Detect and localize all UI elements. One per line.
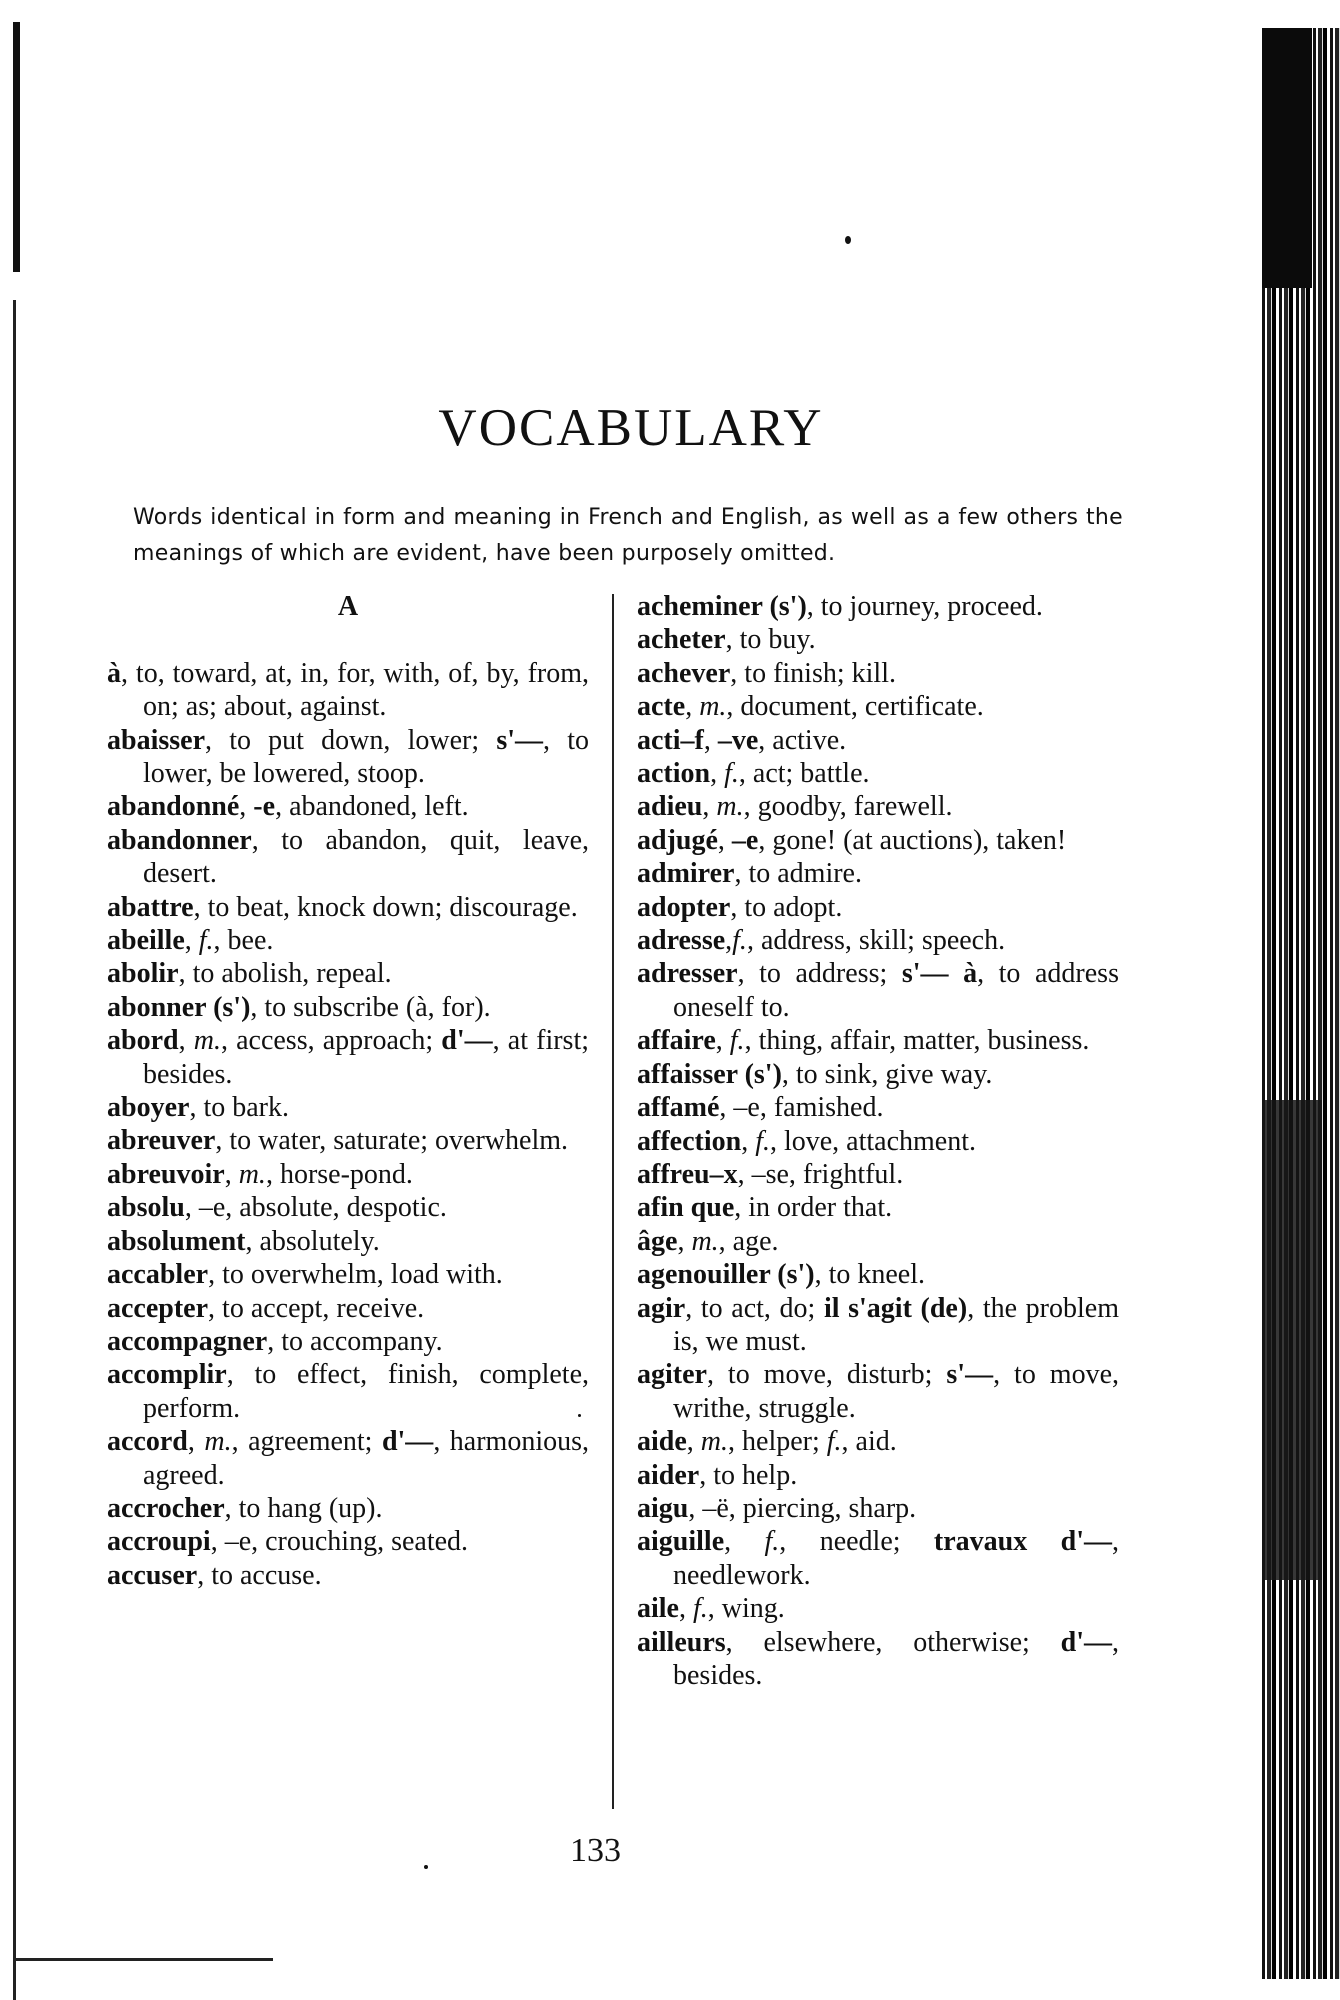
headword: abreuvoir: [107, 1158, 225, 1190]
definition-text: , to address;: [737, 958, 902, 990]
ink-speck: [845, 236, 851, 244]
vocab-entry: [107, 1191, 589, 1224]
vocab-entry: [637, 1459, 1119, 1492]
book-binding-dark-middle: [1262, 1100, 1322, 1580]
definition-text: , to admire.: [734, 858, 862, 890]
vocab-entry: [637, 924, 1119, 957]
vocab-entry: [637, 1358, 1119, 1425]
headword: absolument: [107, 1225, 246, 1257]
headword: affection: [637, 1125, 742, 1157]
headword: aboyer: [107, 1092, 190, 1124]
definition-text: , to move, writhe, struggle.: [673, 1359, 1119, 1424]
headword: -e: [253, 791, 276, 823]
definition-text: , agreement;: [231, 1426, 382, 1458]
vocab-entry: [107, 1225, 589, 1258]
headword: aiguille: [637, 1526, 725, 1558]
headword: accuser: [107, 1559, 198, 1591]
definition-text: , to adopt.: [730, 891, 843, 923]
headword: –e: [731, 824, 759, 856]
headword: agenouiller (s'): [637, 1259, 815, 1291]
vocab-entry: [637, 757, 1119, 790]
vocab-entry: [637, 824, 1119, 857]
headword: –ve: [717, 724, 759, 756]
definition-text: , goodby, farewell.: [743, 791, 953, 823]
definition-text: ,: [710, 758, 725, 790]
definition-text: , to water, saturate; overwhelm.: [215, 1125, 568, 1157]
headword: abord: [107, 1025, 179, 1057]
definition-text: ,: [685, 691, 700, 723]
headword: adieu: [637, 791, 703, 823]
definition-text: ,: [703, 724, 718, 756]
headword: agiter: [637, 1359, 707, 1391]
definition-text: , document, certificate.: [726, 691, 984, 723]
definition-text: , –e, famished.: [719, 1092, 884, 1124]
page-edge-bottom: [13, 1958, 273, 1961]
section-letter: A: [337, 591, 359, 622]
headword: aide: [637, 1426, 687, 1458]
headword: absolu: [107, 1192, 185, 1224]
definition-text: , active.: [758, 724, 847, 756]
headword: abandonné: [107, 791, 240, 823]
headword: affaire: [637, 1025, 716, 1057]
book-binding-dark-top: [1262, 28, 1312, 288]
definition-text: ,: [717, 824, 732, 856]
vocab-entry: [107, 724, 589, 791]
vocab-entry: [107, 1492, 589, 1525]
definition-text: , thing, affair, matter, business.: [744, 1025, 1090, 1057]
definition-text: , to accuse.: [197, 1559, 322, 1591]
vocab-entry: [637, 1292, 1119, 1359]
vocab-entry: [637, 1592, 1119, 1625]
headword: abandonner: [107, 824, 252, 856]
headword: acheter: [637, 624, 726, 656]
headword: accompagner: [107, 1325, 268, 1357]
definition-text: , to kneel.: [814, 1259, 926, 1291]
definition-text: ,: [677, 1225, 692, 1257]
headword: abreuver: [107, 1125, 216, 1157]
definition-text: , address, skill; speech.: [746, 925, 1006, 957]
headword: aile: [637, 1593, 679, 1625]
page-edge-left: [13, 300, 16, 2000]
gender-label: f.: [198, 925, 214, 957]
definition-text: , harmonious, agreed.: [143, 1426, 590, 1491]
vocab-entry: [107, 1358, 589, 1425]
headword: accrocher: [107, 1492, 225, 1524]
headword: afin que: [637, 1192, 735, 1224]
headword: achever: [637, 657, 731, 689]
vocab-entry: [107, 657, 589, 724]
vocab-entry: [637, 1125, 1119, 1158]
gender-label: f.: [693, 1593, 708, 1625]
definition-text: ,: [686, 1426, 701, 1458]
vocab-entry: [637, 1158, 1119, 1191]
definition-text: , to bark.: [189, 1092, 289, 1124]
definition-text: ,: [741, 1125, 756, 1157]
definition-text: , to hang (up).: [224, 1492, 383, 1524]
definition-text: , elsewhere, otherwise;: [725, 1626, 1061, 1658]
headword: s'—: [496, 724, 544, 756]
ink-speck: [424, 1865, 428, 1869]
gender-label: m.: [716, 791, 744, 823]
headword: il s'agit (de): [823, 1292, 968, 1324]
headword: d'—: [441, 1025, 493, 1057]
gender-label: f.: [732, 925, 747, 957]
left-column: [107, 590, 589, 1592]
vocab-entry: [637, 1225, 1119, 1258]
headword: adresse: [637, 925, 726, 957]
vocab-entry: [637, 1024, 1119, 1057]
page-edge-left-top: [13, 22, 20, 272]
definition-text: , age.: [718, 1225, 779, 1257]
headword: accepter: [107, 1292, 209, 1324]
gender-label: f.: [724, 758, 739, 790]
headword: aider: [637, 1459, 700, 1491]
definition-text: , to journey, proceed.: [806, 591, 1043, 622]
definition-text: ,: [184, 925, 199, 957]
definition-text: , to put down, lower;: [205, 724, 497, 756]
vocab-entry: [107, 824, 589, 891]
definition-text: , horse-pond.: [265, 1158, 413, 1190]
definition-text: ,: [239, 791, 254, 823]
definition-text: ,: [679, 1593, 693, 1625]
definition-text: , bee.: [213, 925, 274, 957]
right-column: [637, 590, 1119, 1692]
definition-text: ,: [724, 1526, 765, 1558]
definition-text: , needle;: [779, 1526, 934, 1558]
headword: aigu: [637, 1492, 689, 1524]
definition-text: , to subscribe (à, for).: [250, 991, 491, 1023]
headword: abaisser: [107, 724, 205, 756]
headword: acti–f: [637, 724, 704, 756]
gender-label: m.: [691, 1225, 719, 1257]
definition-text: , access, approach;: [220, 1025, 442, 1057]
vocab-entry: [107, 1525, 589, 1558]
vocab-entry: [107, 891, 589, 924]
vocab-entry: [637, 1191, 1119, 1224]
definition-text: , aid.: [841, 1426, 897, 1458]
gender-label: f.: [826, 1426, 842, 1458]
definition-text: ,: [702, 791, 717, 823]
vocab-entry: [637, 1525, 1119, 1592]
vocab-entry: [637, 657, 1119, 690]
definition-text: , to accept, receive.: [208, 1292, 425, 1324]
definition-text: , to finish; kill.: [730, 657, 896, 689]
headword: d'—: [1060, 1626, 1112, 1658]
gender-label: m.: [238, 1158, 266, 1190]
gender-label: m.: [699, 691, 727, 723]
gender-label: m.: [204, 1426, 232, 1458]
definition-text: , helper;: [728, 1426, 827, 1458]
headword: travaux d'—: [933, 1526, 1112, 1558]
definition-text: , act; battle.: [738, 758, 870, 790]
definition-text: , absolutely.: [245, 1225, 380, 1257]
vocab-entry: [107, 1091, 589, 1124]
headword: acheminer (s'): [637, 591, 807, 622]
definition-text: , to abandon, quit, leave, desert.: [143, 824, 589, 890]
vocab-entry: [637, 690, 1119, 723]
headword: adjugé: [637, 824, 718, 856]
headword: ailleurs: [637, 1626, 726, 1658]
definition-text: ,: [725, 925, 733, 957]
headword: adopter: [637, 891, 731, 923]
intro-note: Words identical in form and meaning in French and English, as well as a few others the meanings of which are evident, have been purposely omitted.: [133, 505, 1123, 566]
definition-text: , abandoned, left.: [275, 791, 469, 823]
definition-text: , at first; besides.: [143, 1025, 589, 1090]
gender-label: f.: [729, 1025, 745, 1057]
headword: acte: [637, 691, 686, 723]
definition-text: , –ë, piercing, sharp.: [688, 1492, 917, 1524]
gender-label: m.: [193, 1025, 221, 1057]
headword: accord: [107, 1426, 188, 1458]
gender-label: f.: [764, 1526, 780, 1558]
headword: âge: [637, 1225, 678, 1257]
left-entry-list: [107, 657, 589, 1592]
vocab-entry: [107, 1124, 589, 1157]
headword: affamé: [637, 1092, 720, 1124]
headword: s'—: [946, 1359, 994, 1391]
vocab-entry: [637, 1626, 1119, 1693]
definition-text: , the problem is, we must.: [673, 1292, 1119, 1357]
definition-text: ,: [178, 1025, 194, 1057]
vocab-entry: [637, 957, 1119, 1024]
headword: accroupi: [107, 1526, 211, 1558]
headword: action: [637, 758, 711, 790]
definition-text: , to, toward, at, in, for, with, of, by, from, on; as; about, against.: [121, 657, 589, 723]
vocab-entry: [107, 991, 589, 1024]
definition-text: , to beat, knock down; discourage.: [193, 891, 578, 923]
vocab-entry: [637, 1091, 1119, 1124]
headword: à: [107, 657, 121, 689]
definition-text: ,: [187, 1426, 205, 1458]
definition-text: , besides.: [673, 1626, 1119, 1691]
definition-text: , to sink, give way.: [781, 1058, 993, 1090]
definition-text: , to abolish, repeal.: [178, 958, 392, 990]
vocab-entry: [637, 1492, 1119, 1525]
headword: accomplir: [107, 1359, 227, 1391]
column-divider: [612, 594, 614, 1809]
definition-text: , to effect, finish, complete, perform.: [143, 1359, 589, 1424]
vocab-entry: [107, 790, 589, 823]
vocab-entry: [637, 891, 1119, 924]
definition-text: , to lower, be lowered, stoop.: [143, 724, 589, 790]
book-binding-shadow: [1262, 28, 1340, 1979]
definition-text: , –se, frightful.: [737, 1158, 904, 1190]
vocab-entry: [637, 623, 1119, 656]
definition-text: , to address oneself to.: [673, 958, 1119, 1023]
gender-label: f.: [755, 1125, 770, 1157]
vocab-entry: [637, 590, 1119, 623]
definition-text: , wing.: [707, 1593, 785, 1625]
page-title: VOCABULARY: [438, 399, 824, 457]
headword: adresser: [637, 958, 738, 990]
definition-text: , love, attachment.: [769, 1125, 977, 1157]
headword: agir: [637, 1292, 686, 1324]
definition-text: , –e, absolute, despotic.: [184, 1192, 447, 1224]
definition-text: ,: [224, 1158, 239, 1190]
headword: accabler: [107, 1259, 209, 1291]
vocab-entry: [637, 1425, 1119, 1458]
headword: admirer: [637, 858, 735, 890]
vocab-entry: [107, 1425, 589, 1492]
headword: abonner (s'): [107, 991, 251, 1023]
headword: s'— à: [901, 958, 978, 990]
headword: affaisser (s'): [637, 1058, 782, 1090]
definition-text: , to buy.: [725, 624, 816, 656]
vocab-entry: [107, 924, 589, 957]
vocab-entry: [637, 857, 1119, 890]
vocab-entry: [107, 1292, 589, 1325]
definition-text: , needlework.: [673, 1526, 1119, 1591]
headword: abeille: [107, 925, 185, 957]
headword: abolir: [107, 958, 179, 990]
definition-text: ,: [715, 1025, 730, 1057]
vocab-entry: [107, 1024, 589, 1091]
definition-text: , in order that.: [734, 1192, 893, 1224]
vocab-entry: [107, 1559, 589, 1592]
vocab-entry: [107, 957, 589, 990]
vocab-entry: [107, 1258, 589, 1291]
headword: abattre: [107, 891, 194, 923]
headword: d'—: [381, 1426, 434, 1458]
definition-text: , to accompany.: [267, 1325, 443, 1357]
gender-label: m.: [700, 1426, 729, 1458]
definition-text: , to act, do;: [685, 1292, 824, 1324]
headword: affreu–x: [637, 1158, 738, 1190]
definition-text: , to overwhelm, load with.: [208, 1259, 503, 1291]
vocab-entry: [637, 1058, 1119, 1091]
vocab-entry: [107, 1158, 589, 1191]
definition-text: , –e, crouching, seated.: [210, 1526, 469, 1558]
definition-text: , gone! (at auctions), taken!: [758, 824, 1067, 856]
vocab-entry: [637, 790, 1119, 823]
right-entry-list: [637, 590, 1119, 1692]
vocab-entry: [637, 1258, 1119, 1291]
definition-text: , to help.: [699, 1459, 798, 1491]
page-number: 133: [570, 1832, 621, 1869]
vocab-entry: [637, 724, 1119, 757]
definition-text: , to move, disturb;: [706, 1359, 947, 1391]
vocab-entry: [107, 1325, 589, 1358]
